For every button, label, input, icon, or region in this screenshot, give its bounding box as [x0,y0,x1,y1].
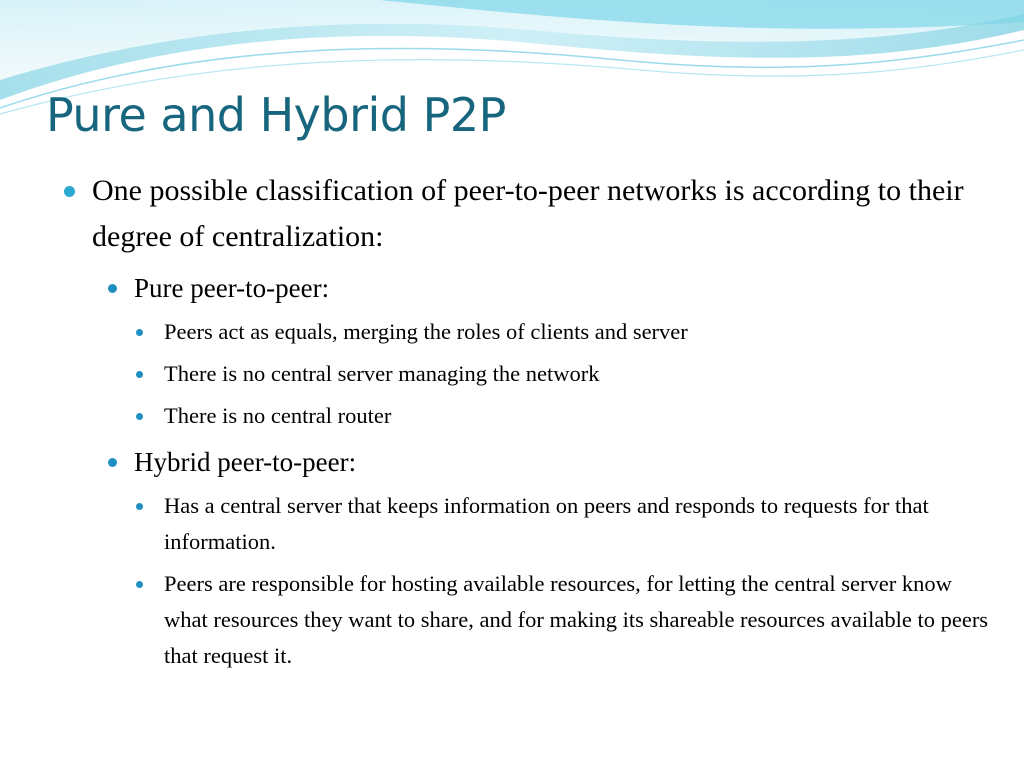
pure-item [134,356,992,392]
bullet-dot-icon [136,581,143,588]
bullet-dot-icon [136,503,143,510]
bullet-intro [62,168,992,260]
hybrid-item-text: Has a central server that keeps information on peers and responds to requests for that information. [164,493,929,554]
pure-item-text: There is no central server managing the network [164,361,600,386]
slide-title: Pure and Hybrid P2P [46,88,506,142]
pure-item-text: Peers act as equals, merging the roles of clients and server [164,319,688,344]
bullet-pure-heading [106,268,992,308]
bullet-dot-icon [64,186,75,197]
bullet-intro-text: One possible classification of peer-to-peer networks is according to their degree of centralization: [92,174,964,253]
hybrid-item [134,488,992,560]
hybrid-heading-text: Hybrid peer-to-peer: [134,447,357,477]
bullet-dot-icon [136,371,143,378]
bullet-dot-icon [108,284,117,293]
slide-body [62,168,992,674]
pure-item-text: There is no central router [164,403,392,428]
bullet-dot-icon [108,458,117,467]
bullet-hybrid-heading [106,442,992,482]
hybrid-item-text: Peers are responsible for hosting available resources, for letting the central server know what resources they want to share, and for making its shareable resources available to peers that request it. [164,571,989,668]
bullet-dot-icon [136,413,143,420]
hybrid-item [134,566,992,674]
pure-item [134,398,992,434]
pure-item [134,314,992,350]
bullet-dot-icon [136,329,143,336]
pure-heading-text: Pure peer-to-peer: [134,273,330,303]
